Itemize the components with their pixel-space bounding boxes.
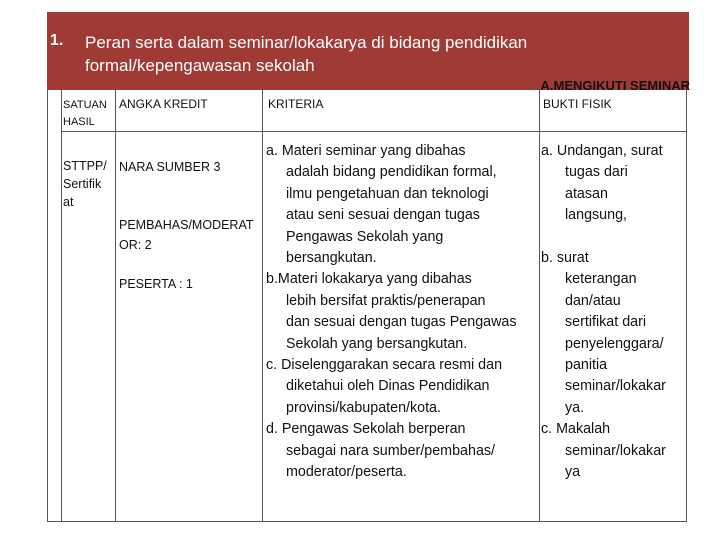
bukti-line: langsung, [565, 207, 628, 224]
subheading: A.MENGIKUTI SEMINAR [540, 78, 690, 93]
kriteria-line: diketahui oleh Dinas Pendidikan [286, 378, 490, 395]
col-divider-1 [115, 90, 116, 522]
angka-kredit-pembahas: PEMBAHAS/MODERATOR: 2 [119, 218, 254, 252]
bukti-line: penyelenggara/ [565, 335, 664, 352]
bukti-line: seminar/lokakar [565, 378, 666, 395]
angka-kredit-nara-sumber: NARA SUMBER 3 [119, 160, 221, 174]
header-kriteria: KRITERIA [268, 97, 324, 111]
bukti-line: ya [565, 464, 581, 481]
bukti-line: b. surat [541, 250, 589, 267]
bukti-line: seminar/lokakar [565, 442, 666, 459]
section-number: 1. [50, 32, 64, 49]
bukti-line: tugas dari [565, 164, 628, 181]
header-bukti-fisik: BUKTI FISIK [543, 97, 612, 111]
kriteria-line: moderator/peserta. [286, 464, 407, 481]
satuan-hasil-value: STTPP/ Sertifik at [63, 159, 107, 209]
bukti-line: atasan [565, 185, 608, 202]
bukti-line: a. Undangan, surat [541, 143, 663, 159]
header-angka-kredit: ANGKA KREDIT [119, 97, 208, 111]
col-divider-2 [262, 90, 263, 522]
kriteria-line: atau seni sesuai dengan tugas [286, 207, 480, 224]
kriteria-line: dan sesuai dengan tugas Pengawas [286, 314, 517, 331]
bukti-fisik-list [541, 141, 686, 483]
kriteria-line: a. Materi seminar yang dibahas [266, 143, 466, 159]
kriteria-line: sebagai nara sumber/pembahas/ [286, 442, 496, 459]
kriteria-line: Sekolah yang bersangkutan. [286, 335, 468, 352]
kriteria-line: lebih bersifat praktis/penerapan [286, 292, 486, 309]
bukti-line: panitia [565, 357, 608, 374]
kriteria-line: adalah bidang pendidikan formal, [286, 164, 497, 181]
bukti-line: sertifikat dari [565, 314, 647, 331]
kriteria-line: ilmu pengetahuan dan teknologi [286, 185, 489, 202]
kriteria-line: c. Diselenggarakan secara resmi dan [266, 357, 503, 374]
section-title: Peran serta dalam seminar/lokakarya di bidang pendidikan formal/kepengawasan sekolah [85, 33, 528, 75]
kriteria-line: provinsi/kabupaten/kota. [286, 399, 441, 416]
bukti-line: keterangan [565, 271, 637, 288]
kriteria-line: d. Pengawas Sekolah berperan [266, 421, 466, 438]
table-left-border [61, 90, 62, 522]
bukti-line: c. Makalah [541, 421, 611, 438]
kriteria-line: b.Materi lokakarya yang dibahas [266, 271, 472, 288]
kriteria-line: Pengawas Sekolah yang [286, 228, 444, 245]
header-satuan-hasil: SATUAN HASIL [63, 99, 107, 128]
bukti-line: ya. [565, 399, 585, 416]
bukti-line: dan/atau [565, 292, 621, 309]
header-row-divider [61, 131, 687, 132]
angka-kredit-peserta: PESERTA : 1 [119, 277, 193, 291]
kriteria-list [266, 141, 541, 484]
kriteria-line: bersangkutan. [286, 250, 377, 267]
bukti-line [541, 227, 686, 248]
